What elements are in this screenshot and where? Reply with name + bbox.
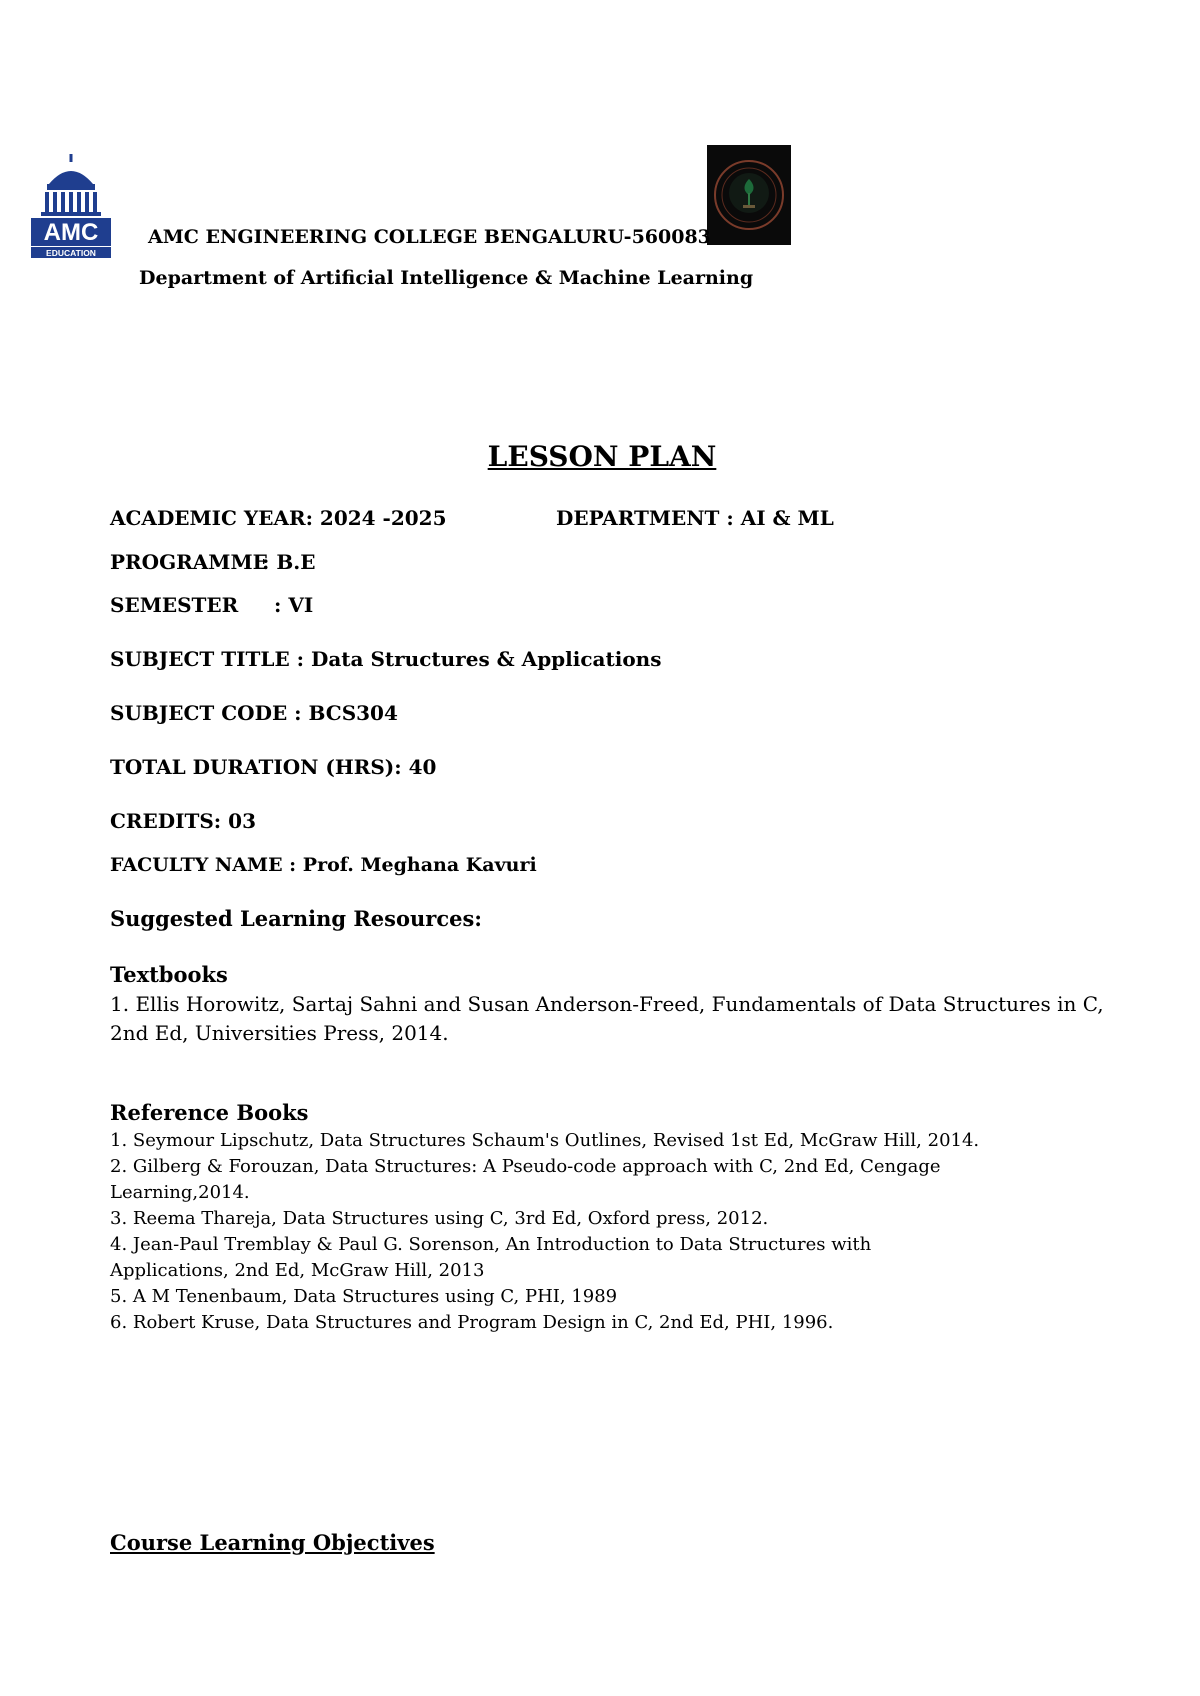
semester-value: : VI — [274, 593, 314, 617]
lesson-plan-title-row — [0, 440, 1200, 473]
institution-seal-logo — [707, 145, 791, 245]
reference-item: 4. Jean-Paul Tremblay & Paul G. Sorenson, An Introduction to Data Structures with Applications, 2nd Ed, McGraw Hill, 2013 — [110, 1234, 872, 1281]
amc-dome-icon — [31, 154, 111, 258]
department: DEPARTMENT : AI & ML — [556, 506, 834, 530]
programme-label: PROGRAMME — [110, 550, 268, 574]
semester-row — [110, 593, 313, 617]
subject-code: SUBJECT CODE : BCS304 — [110, 701, 398, 725]
reference-item: 6. Robert Kruse, Data Structures and Program Design in C, 2nd Ed, PHI, 1996. — [110, 1312, 834, 1333]
institution-seal-icon — [707, 145, 791, 245]
amc-logo-subtext: EDUCATION — [46, 248, 96, 258]
total-duration: TOTAL DURATION (HRS): 40 — [110, 755, 437, 779]
credits: CREDITS: 03 — [110, 809, 256, 833]
learning-resources-heading: Suggested Learning Resources: — [110, 906, 483, 931]
textbook-item: 1. Ellis Horowitz, Sartaj Sahni and Susan Anderson-Freed, Fundamentals of Data Structures in C, 2nd Ed, Universities Press, 2014. — [110, 992, 1104, 1045]
textbooks-heading: Textbooks — [110, 962, 228, 987]
programme-row — [110, 550, 315, 574]
programme-value: : B.E — [262, 550, 316, 574]
amc-logo-text: AMC — [43, 219, 99, 246]
course-objectives-heading: Course Learning Objectives — [110, 1530, 435, 1555]
reference-item: 1. Seymour Lipschutz, Data Structures Schaum's Outlines, Revised 1st Ed, McGraw Hill, 2014. — [110, 1130, 980, 1151]
faculty-name: FACULTY NAME : Prof. Meghana Kavuri — [110, 854, 537, 876]
academic-year: ACADEMIC YEAR: 2024 -2025 — [110, 506, 447, 530]
textbook-list — [110, 990, 1110, 1048]
reference-books-heading: Reference Books — [110, 1100, 309, 1125]
reference-item: 3. Reema Thareja, Data Structures using C, 3rd Ed, Oxford press, 2012. — [110, 1208, 769, 1229]
subject-title: SUBJECT TITLE : Data Structures & Applications — [110, 647, 662, 671]
reference-item: 2. Gilberg & Forouzan, Data Structures: A Pseudo-code approach with C, 2nd Ed, Cengage Learning,2014. — [110, 1156, 941, 1203]
amc-logo — [31, 154, 111, 258]
semester-label: SEMESTER — [110, 593, 239, 617]
reference-list — [110, 1128, 990, 1336]
college-name: AMC ENGINEERING COLLEGE BENGALURU-560083 — [148, 226, 711, 248]
department-full-name: Department of Artificial Intelligence & Machine Learning — [139, 267, 754, 289]
reference-item: 5. A M Tenenbaum, Data Structures using C, PHI, 1989 — [110, 1286, 618, 1307]
lesson-plan-title: LESSON PLAN — [487, 440, 717, 473]
